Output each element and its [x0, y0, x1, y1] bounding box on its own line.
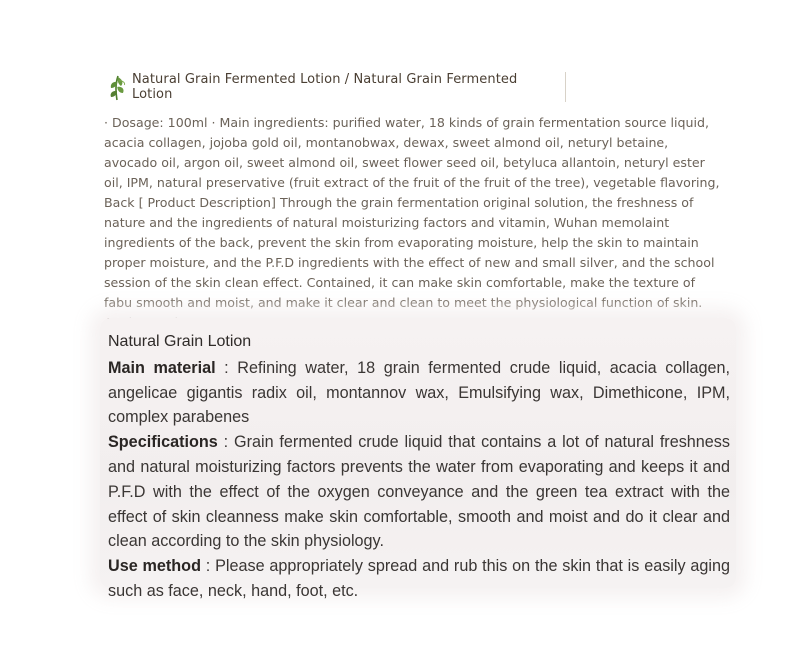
panel-title: Natural Grain Lotion: [108, 333, 252, 350]
use-method-section: [108, 554, 730, 604]
product-description: · Dosage: 100ml · Main ingredients: purified water, 18 kinds of grain fermentation source liquid, acacia collagen, jojoba gold oil, montanobwax, dewax, sweet almond oil, neturyl betaine, avocado oil, argon oil, sweet almond oil, sweet flower seed oil, betyluca allantoin, neturyl ester oil, IPM, natural preservative (fruit extract of the fruit of the fruit of the tree), vegetable flavoring, Back [ Product Description] Through the grain fermentation original solution, the freshness of nature and the ingredients of natural moisturizing factors and vitamin, Wuhan memolaint ingredients of the back, prevent the skin from evaporating moisture, help the skin to maintain proper moisture, and the P.F.D ingredients with the effect of new and small silver, and the school session of the skin clean effect. Contained, it can make skin comfortable, make the texture of fabu smooth and moist, and make it clear and clean to meet the physiological function of skin.: [104, 115, 720, 310]
leaf-icon: [106, 73, 128, 101]
specifications-label: Specifications: [108, 433, 218, 452]
main-material-text: : Refining water, 18 grain fermented crude liquid, acacia collagen, angelicae gigantis radix oil, montannov wax, Emulsifying wax, Dimethicone, IPM, complex parabenes: [108, 358, 730, 427]
specifications-text: : Grain fermented crude liquid that contains a lot of natural freshness and natural moisturizing factors prevents the water from evaporating and keeps it and P.F.D with the effect of the oxygen conveyance and the green tea extract with the effect of skin cleanness make skin comfortable, smooth and moist and do it clear and clean according to the skin physiology.: [108, 433, 730, 551]
use-method-text: : Please appropriately spread and rub this on the skin that is easily aging such as face, neck, hand, foot, etc.: [108, 557, 730, 600]
use-method-label: Use method: [108, 557, 201, 576]
main-material-section: [108, 356, 730, 430]
product-title: Natural Grain Fermented Lotion / Natural Grain Fermented Lotion: [132, 72, 566, 102]
specifications-section: [108, 430, 730, 554]
ingredient-panel-content: [108, 330, 730, 604]
product-header: [106, 70, 566, 104]
ingredient-panel: [100, 318, 736, 600]
main-material-label: Main material: [108, 358, 216, 377]
